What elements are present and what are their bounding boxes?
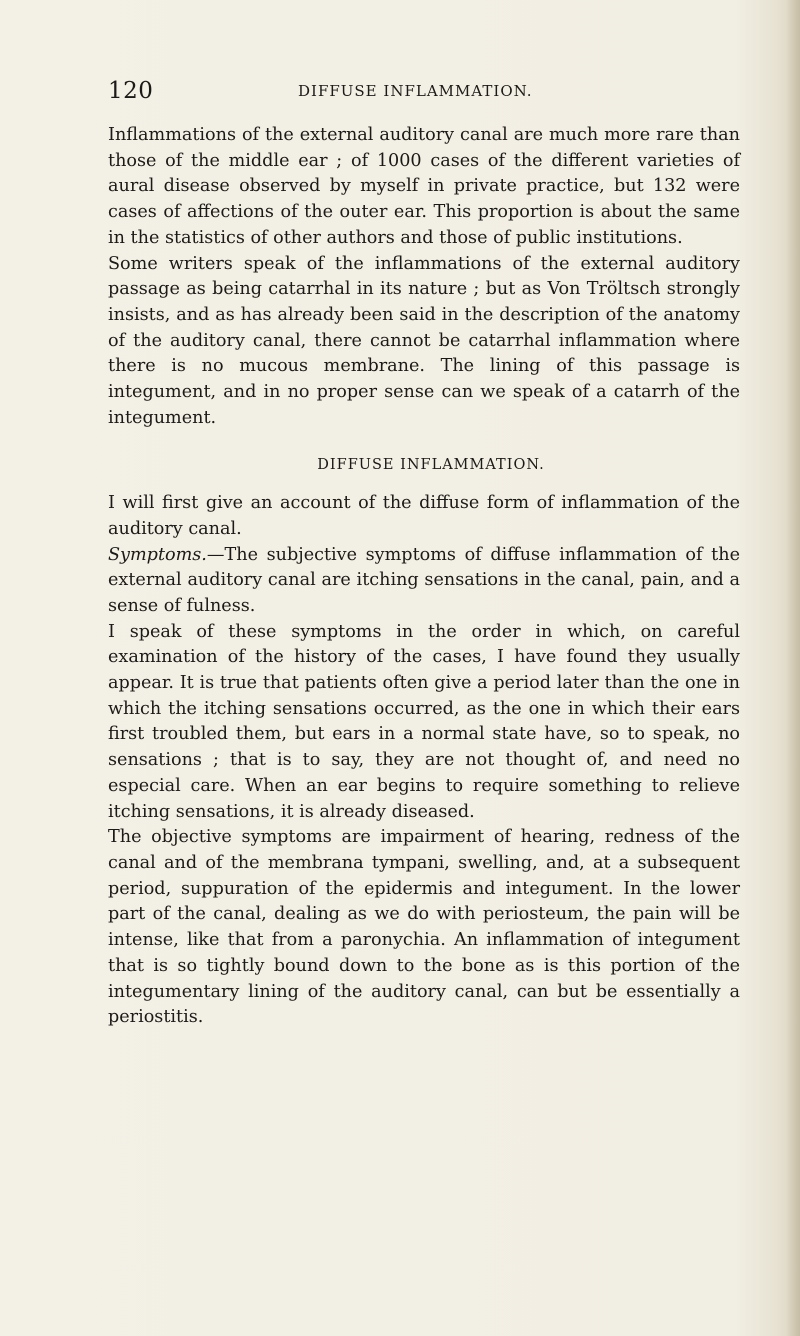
symptoms-text: —The subjective symptoms of diffuse inflammation of the external auditory canal are itching sensations in the canal, pain, and a sense of fulness. <box>108 544 740 616</box>
running-title: DIFFUSE INFLAMMATION. <box>298 82 533 100</box>
paragraph-3: I will first give an account of the diffuse form of inflammation of the auditory canal. <box>108 493 740 539</box>
running-header <box>108 78 740 106</box>
paragraph-6: The objective symptoms are impairment of hearing, redness of the canal and of the membrana tympani, swelling, and, at a subsequent period, suppuration of the epidermis and integument. In the lower part of the canal, dealing as we do with periosteum, the pain will be intense, like that from a paronychia. An inflammation of integument that is so tightly bound down to the bone as is this portion of the integumentary lining of the auditory canal, can but be essentially a periostitis. <box>108 827 740 1028</box>
paragraph-2: Some writers speak of the inflammations of the external auditory passage as being catarrhal in its nature ; but as Von Tröltsch strongly insists, and as has already been said in the description of the anatomy of the auditory canal, there cannot be catarrhal inflammation where there is no mucous membrane. The lining of this passage is integument, and in no proper sense can we speak of a catarrh of the integument. <box>108 253 740 428</box>
paragraph-1: Inflammations of the external auditory canal are much more rare than those of the middle ear ; of 1000 cases of the different varieties of aural disease observed by myself in private practice, but 132 were cases of affections of the outer ear. This proportion is about the same in the statistics of other authors and those of public institutions. <box>108 125 740 248</box>
paragraph-5: I speak of these symptoms in the order in which, on careful examination of the history of the cases, I have found they usually appear. It is true that patients often give a period later than the one in which the itching sensations occurred, as the one in which their ears first troubled them, but ears in a normal state have, so to speak, no sensations ; that is to say, they are not thought of, and need no especial care. When an ear begins to require something to relieve itching sensations, it is already diseased. <box>108 621 740 822</box>
page-number: 120 <box>108 78 154 104</box>
section-heading: DIFFUSE INFLAMMATION. <box>317 457 545 474</box>
paragraph-4 <box>108 543 740 620</box>
page-edge-shadow <box>786 0 800 1336</box>
body-text <box>108 123 740 1031</box>
symptoms-label: Symptoms. <box>108 544 207 565</box>
